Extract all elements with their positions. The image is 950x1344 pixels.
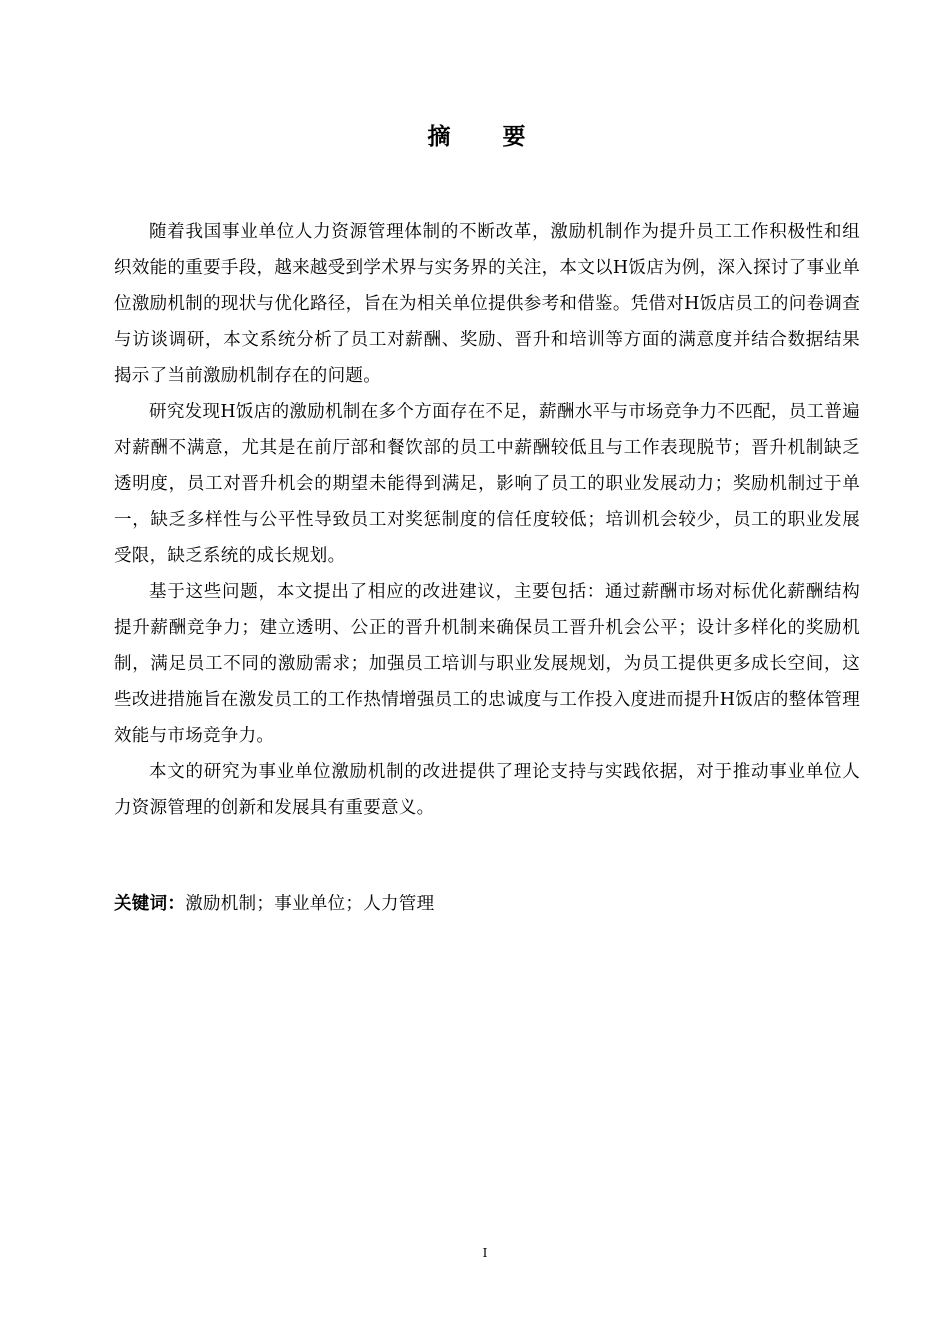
abstract-paragraph-1: 随着我国事业单位人力资源管理体制的不断改革，激励机制作为提升员工工作积极性和组织效能的重要手段，越来越受到学术界与实务界的关注，本文以H饭店为例，深入探讨了事业单位激励机制的现状与优化路径，旨在为相关单位提供参考和借鉴。凭借对H饭店员工的问卷调查与访谈调研，本文系统分析了员工对薪酬、奖励、晋升和培训等方面的满意度并结合数据结果揭示了当前激励机制存在的问题。 bbox=[114, 222, 860, 386]
abstract-paragraph-3: 基于这些问题，本文提出了相应的改进建议，主要包括：通过薪酬市场对标优化薪酬结构提升薪酬竞争力；建立透明、公正的晋升机制来确保员工晋升机会公平；设计多样化的奖励机制，满足员工不同的激励需求；加强员工培训与职业发展规划，为员工提供更多成长空间，这些改进措施旨在激发员工的工作热情增强员工的忠诚度与工作投入度进而提升H饭店的整体管理效能与市场竞争力。 bbox=[114, 582, 860, 746]
keywords-value: 激励机制；事业单位；人力管理 bbox=[185, 894, 435, 914]
abstract-body bbox=[114, 214, 860, 826]
page-number: I bbox=[482, 1246, 488, 1260]
keywords-line bbox=[114, 886, 860, 922]
abstract-paragraph-4: 本文的研究为事业单位激励机制的改进提供了理论支持与实践依据，对于推动事业单位人力资源管理的创新和发展具有重要意义。 bbox=[114, 762, 860, 818]
abstract-title: 摘 要 bbox=[427, 124, 548, 150]
keywords-label: 关键词： bbox=[114, 894, 186, 914]
abstract-paragraph-2: 研究发现H饭店的激励机制在多个方面存在不足，薪酬水平与市场竞争力不匹配，员工普遍对薪酬不满意，尤其是在前厅部和餐饮部的员工中薪酬较低且与工作表现脱节；晋升机制缺乏透明度，员工对晋升机会的期望未能得到满足，影响了员工的职业发展动力；奖励机制过于单一，缺乏多样性与公平性导致员工对奖惩制度的信任度较低；培训机会较少，员工的职业发展受限，缺乏系统的成长规划。 bbox=[114, 402, 860, 566]
